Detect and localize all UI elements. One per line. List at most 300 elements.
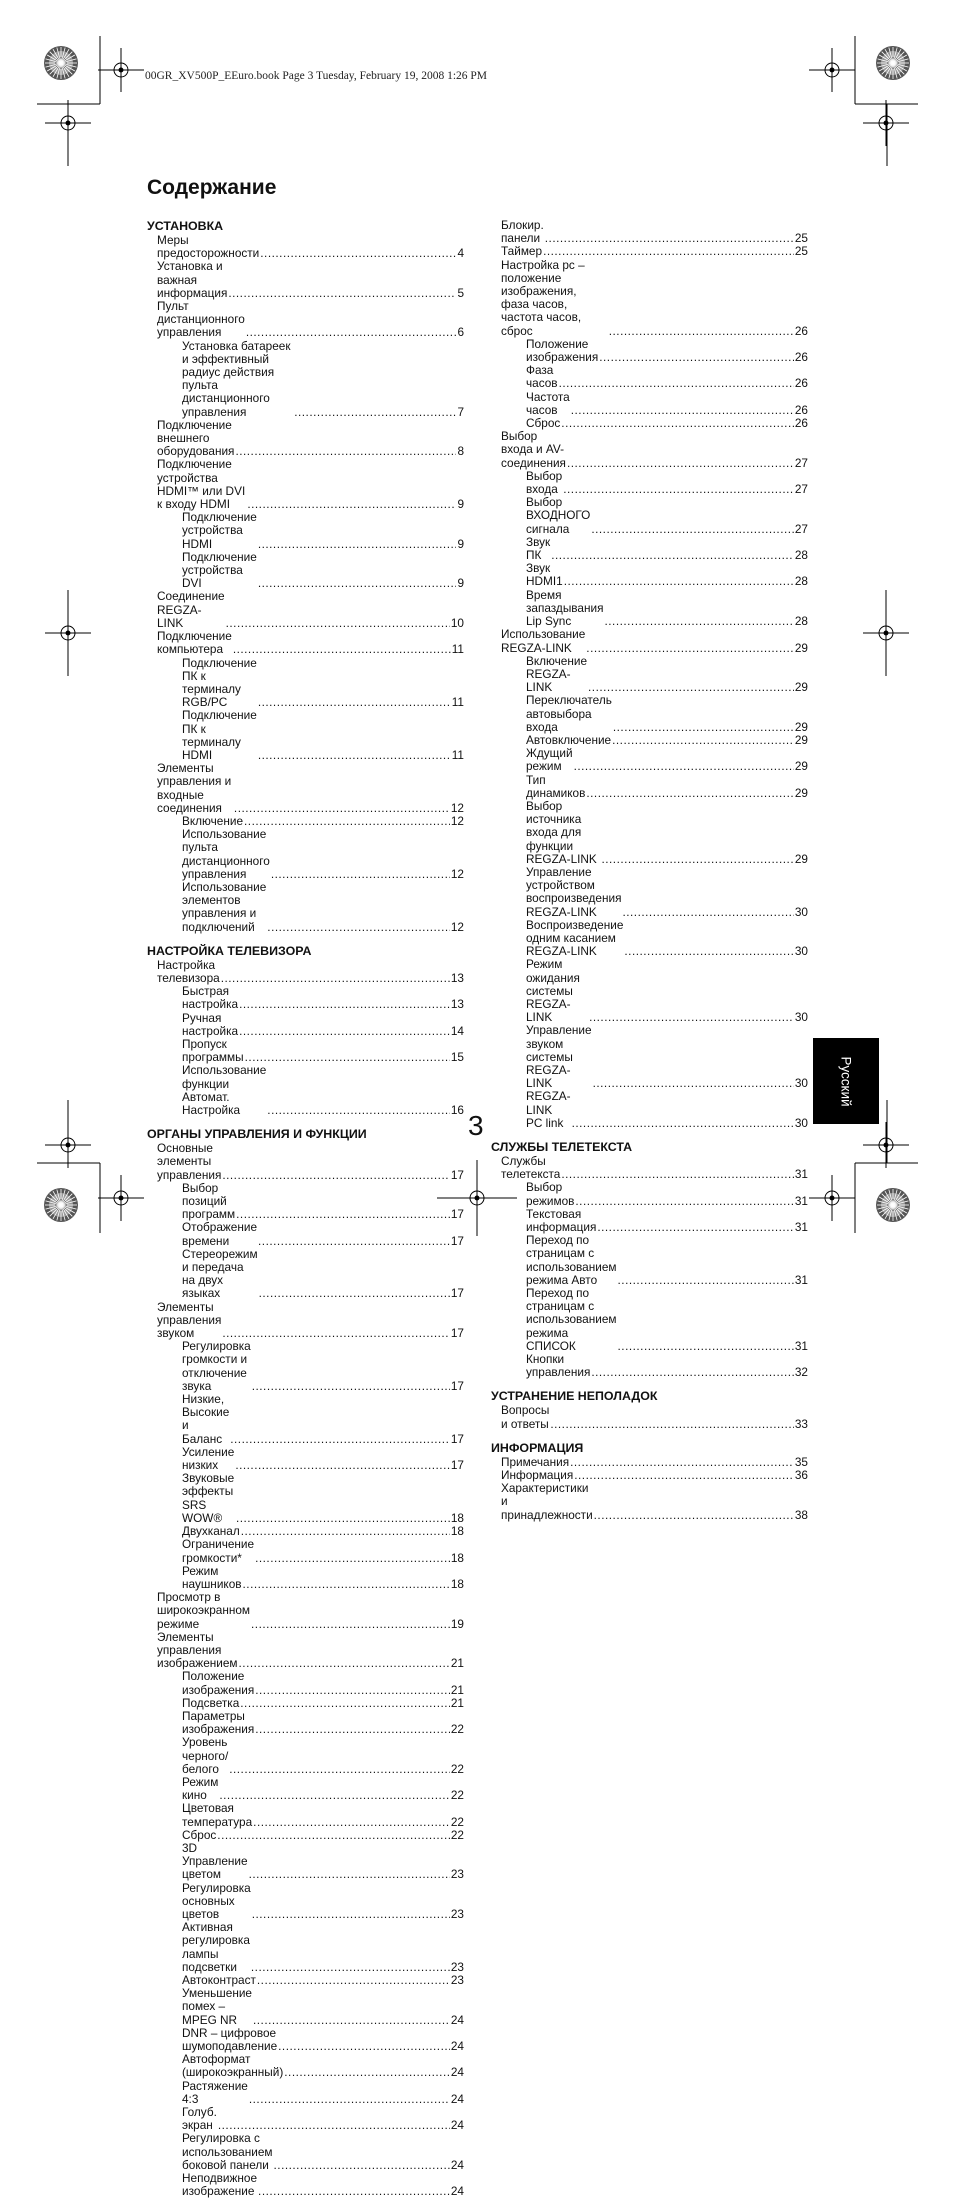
toc-leader-dots bbox=[278, 2040, 450, 2053]
toc-entry bbox=[147, 1393, 464, 1446]
toc-entry-text: Неподвижное изображение bbox=[182, 2171, 258, 2198]
toc-leader-dots bbox=[609, 325, 794, 338]
toc-leader-dots bbox=[574, 760, 794, 773]
toc-entry-text: Положение изображения bbox=[182, 1669, 255, 1697]
toc-entry-text: Примечания bbox=[501, 1454, 570, 1469]
toc-entry-text: Службы телетекста bbox=[501, 1154, 561, 1182]
toc-leader-dots bbox=[233, 643, 451, 656]
toc-leader-dots bbox=[255, 1552, 450, 1565]
toc-entry bbox=[147, 762, 464, 815]
toc-entry-text: Переход по страницам с использованием режима СПИСОК bbox=[526, 1286, 617, 1353]
toc-entry-text: Подключение внешнего оборудования bbox=[157, 417, 235, 459]
toc-entry-text: Пропуск программы bbox=[182, 1036, 244, 1065]
toc-entry bbox=[491, 259, 808, 338]
toc-entry-text: Режим кино bbox=[182, 1774, 219, 1803]
toc-leader-dots bbox=[258, 749, 451, 762]
toc-entry bbox=[147, 1538, 464, 1564]
toc-entry-text: Параметры изображения bbox=[182, 1708, 255, 1737]
toc-entry bbox=[147, 590, 464, 630]
toc-entry-page: 28 bbox=[794, 548, 808, 563]
toc-entry-page: 30 bbox=[794, 1076, 808, 1091]
toc-entry bbox=[491, 958, 808, 1024]
toc-entry-text: Вопросы и ответы bbox=[501, 1403, 550, 1431]
toc-entry-text: Выбор входа bbox=[526, 468, 563, 497]
toc-entry-text: DNR – цифровое шумоподавление bbox=[182, 2025, 278, 2054]
toc-leader-dots bbox=[572, 1117, 794, 1130]
toc-entry-page: 28 bbox=[794, 574, 808, 589]
toc-entry-text: Звуковые эффекты SRS WOW® bbox=[182, 1471, 235, 1525]
toc-entry-page: 19 bbox=[450, 1616, 464, 1631]
toc-entry bbox=[491, 919, 808, 959]
toc-entry bbox=[491, 470, 808, 496]
toc-leader-dots bbox=[559, 377, 794, 390]
toc-entry-text: Подсветка bbox=[182, 1695, 240, 1710]
toc-entry-text: Настройка телевизора bbox=[157, 957, 220, 985]
toc-entry bbox=[147, 1301, 464, 1341]
toc-entry-page: 17 bbox=[450, 1286, 464, 1301]
toc-entry bbox=[491, 496, 808, 536]
toc-entry bbox=[491, 774, 808, 800]
toc-entry bbox=[491, 430, 808, 470]
toc-entry-page: 30 bbox=[794, 944, 808, 959]
toc-entry-text: Подключение устройства HDMI™ или DVI к входу HDMI bbox=[157, 457, 246, 512]
toc-entry bbox=[491, 1155, 808, 1181]
toc-entry bbox=[147, 1974, 464, 1987]
toc-leader-dots bbox=[249, 2093, 450, 2106]
toc-entry bbox=[491, 1482, 808, 1522]
toc-entry bbox=[491, 1469, 808, 1482]
toc-entry bbox=[147, 1472, 464, 1525]
toc-entry-text: Сброс bbox=[526, 416, 561, 431]
toc-entry bbox=[147, 1038, 464, 1064]
toc-leader-dots bbox=[252, 1908, 450, 1921]
toc-entry-page: 31 bbox=[794, 1167, 808, 1182]
toc-entry bbox=[147, 1802, 464, 1828]
toc-entry-page: 18 bbox=[450, 1576, 464, 1591]
toc-section-heading: ИНФОРМАЦИЯ bbox=[491, 1440, 584, 1455]
toc-entry-page: 18 bbox=[450, 1550, 464, 1565]
print-slug: 00GR_XV500P_EEuro.book Page 3 Tuesday, February 19, 2008 1:26 PM bbox=[145, 70, 488, 82]
toc-leader-dots bbox=[612, 734, 794, 747]
toc-entry bbox=[147, 1221, 464, 1247]
toc-entry-page: 11 bbox=[451, 695, 464, 710]
toc-entry bbox=[147, 1142, 464, 1182]
toc-entry-page: 29 bbox=[794, 785, 808, 800]
toc-entry-text: Выбор ВХОДНОГО сигнала bbox=[526, 495, 591, 536]
toc-entry bbox=[147, 2027, 464, 2053]
toc-entry-text: Характеристики и принадлежности bbox=[501, 1481, 593, 1522]
toc-entry-page: 26 bbox=[794, 350, 808, 365]
toc-entry-page: 24 bbox=[450, 2184, 464, 2198]
toc-entry-text: Уровень черного/белого bbox=[182, 1735, 229, 1776]
toc-entry-page: 12 bbox=[450, 919, 464, 934]
toc-entry-page: 22 bbox=[450, 1814, 464, 1829]
toc-leader-dots bbox=[561, 1168, 794, 1181]
toc-entry bbox=[491, 219, 808, 245]
toc-leader-dots bbox=[622, 906, 793, 919]
toc-entry bbox=[491, 866, 808, 919]
toc-entry bbox=[491, 1404, 808, 1430]
toc-leader-dots bbox=[258, 696, 451, 709]
toc-entry-page: 14 bbox=[450, 1023, 464, 1038]
toc-entry bbox=[491, 562, 808, 588]
toc-entry bbox=[147, 1842, 464, 1882]
toc-entry bbox=[147, 709, 464, 762]
toc-entry-page: 10 bbox=[450, 615, 464, 630]
toc-entry-text: Использование элементов управления и подключений bbox=[182, 879, 267, 934]
toc-leader-dots bbox=[239, 1025, 450, 1038]
toc-entry-page: 13 bbox=[450, 970, 464, 985]
toc-entry-page: 27 bbox=[794, 455, 808, 470]
toc-entry bbox=[147, 300, 464, 340]
toc-entry bbox=[147, 1882, 464, 1922]
toc-entry-page: 17 bbox=[450, 1326, 464, 1341]
toc-entry-text: Установка и важная информация bbox=[157, 259, 228, 300]
toc-leader-dots bbox=[551, 549, 794, 562]
toc-entry-text: Режим наушников bbox=[182, 1563, 242, 1591]
toc-entry bbox=[147, 1670, 464, 1696]
toc-leader-dots bbox=[601, 853, 793, 866]
toc-entry-text: Использование пульта дистанционного управления bbox=[182, 827, 270, 881]
toc-leader-dots bbox=[258, 577, 457, 590]
toc-entry bbox=[491, 1024, 808, 1090]
toc-entry-text: Элементы управления звуком bbox=[157, 1299, 222, 1341]
toc-entry-page: 36 bbox=[794, 1468, 808, 1483]
toc-entry-page: 24 bbox=[450, 2039, 464, 2054]
toc-leader-dots bbox=[274, 2159, 450, 2172]
toc-entry-text: Подключение ПК к терминалу RGB/PC bbox=[182, 655, 257, 710]
toc-leader-dots bbox=[252, 1380, 450, 1393]
toc-entry-text: Низкие, Высокие и Баланс bbox=[182, 1392, 230, 1446]
toc-leader-dots bbox=[243, 1578, 450, 1591]
toc-entry-text: Быстрая настройка bbox=[182, 984, 239, 1012]
toc-entry-page: 29 bbox=[794, 851, 808, 866]
toc-entry bbox=[147, 1340, 464, 1393]
toc-leader-dots bbox=[221, 972, 450, 985]
toc-leader-dots bbox=[574, 1469, 794, 1482]
toc-entry-page: 11 bbox=[451, 747, 464, 762]
toc-entry bbox=[147, 1446, 464, 1472]
toc-entry-text: Растяжение 4:3 bbox=[182, 2078, 248, 2106]
toc-leader-dots bbox=[235, 1459, 450, 1472]
toc-entry bbox=[147, 1987, 464, 2027]
toc-entry-text: Элементы управления изображением bbox=[157, 1629, 238, 1671]
toc-entry-text: Уменьшение помех – MPEG NR bbox=[182, 1986, 252, 2027]
language-tab bbox=[813, 1038, 879, 1124]
toc-entry bbox=[147, 340, 464, 419]
toc-entry bbox=[491, 747, 808, 773]
toc-entry-page: 17 bbox=[450, 1233, 464, 1248]
toc-entry-page: 17 bbox=[450, 1431, 464, 1446]
toc-leader-dots bbox=[255, 1684, 450, 1697]
toc-entry-text: Цветовая температура bbox=[182, 1801, 253, 1829]
toc-entry bbox=[147, 2080, 464, 2106]
toc-leader-dots bbox=[228, 287, 456, 300]
toc-entry-text: Включение bbox=[182, 813, 244, 828]
toc-entry-text: Двухканал bbox=[182, 1524, 240, 1539]
toc-entry-page: 23 bbox=[450, 1867, 464, 1882]
toc-entry bbox=[147, 1064, 464, 1117]
toc-leader-dots bbox=[258, 1235, 450, 1248]
toc-leader-dots bbox=[599, 351, 794, 364]
toc-entry-text: Автоформат (широкоэкранный) bbox=[182, 2052, 284, 2080]
toc-entry bbox=[491, 1287, 808, 1353]
toc-entry-text: Просмотр в широкоэкранном режиме bbox=[157, 1590, 251, 1631]
toc-entry-text: Таймер bbox=[501, 244, 543, 259]
toc-leader-dots bbox=[594, 1509, 794, 1522]
toc-entry-text: Текстовая информация bbox=[526, 1206, 597, 1235]
toc-entry-text: Установка батареек и эффективный радиус действия пульта дистанционного управления bbox=[182, 338, 291, 419]
toc-leader-dots bbox=[586, 642, 794, 655]
toc-entry-text: Звук HDMI1 bbox=[526, 561, 563, 589]
toc-entry-text: Сброс bbox=[182, 1827, 217, 1842]
toc-entry bbox=[147, 1921, 464, 1974]
toc-entry-page: 23 bbox=[450, 1973, 464, 1987]
toc-leader-dots bbox=[561, 417, 794, 430]
toc-leader-dots bbox=[589, 1011, 794, 1024]
toc-entry-page: 18 bbox=[450, 1510, 464, 1525]
toc-entry-text: Автоконтраст bbox=[182, 1973, 256, 1987]
toc-leader-dots bbox=[236, 1512, 450, 1525]
toc-entry bbox=[147, 1697, 464, 1710]
toc-entry-page: 9 bbox=[457, 497, 464, 512]
toc-entry bbox=[147, 2172, 464, 2198]
toc-section-heading: УСТРАНЕНИЕ НЕПОЛАДОК bbox=[491, 1389, 658, 1404]
toc-entry bbox=[491, 628, 808, 654]
toc-entry-page: 24 bbox=[450, 2065, 464, 2080]
toc-entry bbox=[147, 1565, 464, 1591]
toc-entry bbox=[491, 338, 808, 364]
toc-entry-page: 31 bbox=[794, 1338, 808, 1353]
toc-entry-page: 22 bbox=[450, 1722, 464, 1737]
toc-entry-page: 8 bbox=[457, 444, 464, 459]
toc-entry-text: Блокир. панели bbox=[501, 218, 544, 246]
toc-entry-text: Голуб. экран bbox=[182, 2105, 217, 2133]
toc-entry-text: Подключение ПК к терминалу HDMI bbox=[182, 708, 257, 762]
toc-entry-page: 35 bbox=[794, 1454, 808, 1469]
toc-entry bbox=[147, 1182, 464, 1222]
toc-leader-dots bbox=[570, 1456, 794, 1469]
toc-leader-dots bbox=[618, 1340, 794, 1353]
toc-leader-dots bbox=[222, 1327, 450, 1340]
toc-entry-page: 28 bbox=[794, 614, 808, 629]
toc-leader-dots bbox=[244, 815, 450, 828]
toc-entry-page: 17 bbox=[450, 1167, 464, 1182]
toc-entry-text: Усиление низких bbox=[182, 1444, 235, 1473]
toc-entry-page: 4 bbox=[457, 246, 464, 261]
toc-leader-dots bbox=[249, 1868, 450, 1881]
toc-leader-dots bbox=[253, 1816, 450, 1829]
toc-section-heading: НАСТРОЙКА ТЕЛЕВИЗОРА bbox=[147, 943, 312, 958]
toc-entry-text: Ждущий режим bbox=[526, 746, 573, 774]
toc-entry-text: Информация bbox=[501, 1468, 574, 1483]
toc-entry bbox=[147, 511, 464, 551]
toc-entry bbox=[147, 1525, 464, 1538]
toc-entry-text: Соединение REGZA-LINK bbox=[157, 589, 225, 630]
toc-leader-dots bbox=[613, 721, 794, 734]
toc-entry bbox=[491, 1090, 808, 1130]
toc-entry-page: 18 bbox=[450, 1524, 464, 1539]
toc-entry-text: Использование REGZA-LINK bbox=[501, 627, 586, 655]
toc-leader-dots bbox=[253, 2014, 450, 2027]
toc-entry-text: REGZA-LINK PC link bbox=[526, 1089, 571, 1130]
toc-entry-page: 26 bbox=[794, 376, 808, 391]
toc-entry bbox=[147, 828, 464, 881]
toc-entry-text: Выбор режимов bbox=[526, 1180, 575, 1208]
toc-entry-page: 13 bbox=[450, 997, 464, 1012]
toc-entry bbox=[491, 536, 808, 562]
toc-entry-page: 29 bbox=[794, 732, 808, 747]
toc-leader-dots bbox=[245, 1051, 450, 1064]
toc-entry-text: Регулировка основных цветов bbox=[182, 1880, 251, 1921]
toc-leader-dots bbox=[267, 921, 450, 934]
toc-entry-page: 15 bbox=[450, 1050, 464, 1065]
toc-leader-dots bbox=[571, 404, 794, 417]
toc-leader-dots bbox=[218, 2119, 450, 2132]
toc-leader-dots bbox=[294, 406, 456, 419]
toc-entry-page: 11 bbox=[451, 642, 464, 657]
toc-entry-text: Время запаздывания Lip Sync bbox=[526, 587, 604, 629]
toc-leader-dots bbox=[624, 945, 793, 958]
toc-entry-page: 21 bbox=[450, 1695, 464, 1710]
toc-entry-text: Положение изображения bbox=[526, 336, 599, 365]
toc-entry bbox=[147, 458, 464, 511]
toc-leader-dots bbox=[234, 802, 450, 815]
toc-entry-text: Ручная настройка bbox=[182, 1010, 239, 1038]
toc-entry-text: Режим ожидания системы REGZA-LINK bbox=[526, 957, 580, 1025]
toc-entry bbox=[147, 1710, 464, 1736]
toc-leader-dots bbox=[230, 1433, 450, 1446]
toc-entry bbox=[147, 881, 464, 934]
toc-entry-text: Подключение устройства DVI bbox=[182, 549, 257, 591]
toc-entry bbox=[147, 1591, 464, 1631]
toc-entry bbox=[491, 364, 808, 390]
toc-entry-page: 31 bbox=[794, 1272, 808, 1287]
toc-entry-page: 27 bbox=[794, 521, 808, 536]
toc-entry-text: Тип динамиков bbox=[526, 772, 586, 800]
toc-leader-dots bbox=[586, 787, 794, 800]
toc-entry-text: Регулировка громкости и отключение звука bbox=[182, 1339, 251, 1393]
toc-leader-dots bbox=[257, 1974, 450, 1987]
toc-entry bbox=[147, 959, 464, 985]
toc-entry bbox=[147, 985, 464, 1011]
toc-entry-page: 21 bbox=[450, 1656, 464, 1671]
toc-entry bbox=[491, 391, 808, 417]
toc-entry-page: 25 bbox=[794, 231, 808, 246]
toc-leader-dots bbox=[618, 1274, 794, 1287]
toc-entry-text: Отображение времени bbox=[182, 1220, 258, 1248]
toc-leader-dots bbox=[591, 523, 794, 536]
toc-leader-dots bbox=[258, 2185, 450, 2198]
toc-entry-text: Выбор входа и AV-соединения bbox=[501, 429, 566, 470]
toc-leader-dots bbox=[604, 615, 793, 628]
toc-leader-dots bbox=[591, 1366, 794, 1379]
toc-entry-text: Регулировка с использованием боковой панели bbox=[182, 2131, 273, 2172]
toc-entry-text: Стереорежим и передача на двух языках bbox=[182, 1246, 258, 1301]
toc-entry-page: 9 bbox=[457, 536, 464, 551]
toc-entry-page: 31 bbox=[794, 1220, 808, 1235]
toc-entry-page: 24 bbox=[450, 2118, 464, 2133]
toc-leader-dots bbox=[241, 1525, 450, 1538]
toc-section-heading: СЛУЖБЫ ТЕЛЕТЕКСТА bbox=[491, 1140, 633, 1155]
toc-entry-page: 16 bbox=[450, 1103, 464, 1117]
toc-entry-text: Выбор источника входа для функции REGZA-LINK bbox=[526, 798, 597, 866]
toc-entry bbox=[491, 1353, 808, 1379]
toc-leader-dots bbox=[217, 1829, 450, 1842]
toc-entry bbox=[491, 1208, 808, 1234]
toc-entry-text: Ограничение громкости* bbox=[182, 1537, 255, 1565]
toc-entry-text: Автовключение bbox=[526, 732, 612, 747]
toc-entry-text: Использование функции Автомат. Настройка bbox=[182, 1063, 267, 1117]
toc-entry-page: 30 bbox=[794, 904, 808, 919]
toc-entry bbox=[147, 1248, 464, 1301]
toc-leader-dots bbox=[239, 998, 450, 1011]
toc-entry-page: 12 bbox=[450, 866, 464, 881]
toc-entry-page: 17 bbox=[450, 1458, 464, 1473]
toc-entry bbox=[147, 1012, 464, 1038]
toc-entry-page: 6 bbox=[457, 325, 464, 340]
toc-entry-page: 5 bbox=[457, 285, 464, 300]
toc-entry-page: 23 bbox=[450, 1906, 464, 1921]
toc-entry-page: 26 bbox=[794, 402, 808, 417]
toc-leader-dots bbox=[545, 232, 794, 245]
toc-entry-page: 33 bbox=[794, 1416, 808, 1431]
toc-leader-dots bbox=[588, 681, 794, 694]
toc-entry-page: 17 bbox=[450, 1378, 464, 1393]
toc-entry bbox=[147, 419, 464, 459]
toc-entry bbox=[147, 657, 464, 710]
toc-entry-page: 22 bbox=[450, 1788, 464, 1803]
toc-entry-page: 22 bbox=[450, 1761, 464, 1776]
toc-entry bbox=[491, 655, 808, 695]
toc-entry bbox=[147, 2106, 464, 2132]
toc-leader-dots bbox=[258, 538, 457, 551]
toc-leader-dots bbox=[563, 483, 794, 496]
toc-leader-dots bbox=[597, 1221, 794, 1234]
toc-leader-dots bbox=[564, 575, 794, 588]
toc-entry bbox=[147, 234, 464, 260]
toc-section-heading: УСТАНОВКА bbox=[147, 219, 224, 233]
toc-entry bbox=[147, 1736, 464, 1776]
toc-leader-dots bbox=[226, 617, 450, 630]
toc-entry-text: Активная регулировка лампы подсветки bbox=[182, 1920, 250, 1974]
toc-leader-dots bbox=[543, 245, 794, 258]
toc-leader-dots bbox=[251, 1618, 450, 1631]
toc-entry-text: Основные элементы управления bbox=[157, 1141, 222, 1182]
toc-leader-dots bbox=[271, 868, 450, 881]
toc-entry-page: 22 bbox=[450, 1827, 464, 1842]
toc-entry-text: Переключатель автовыбора входа bbox=[526, 693, 612, 734]
toc-entry-text: Подключение устройства HDMI bbox=[182, 510, 257, 551]
page-number: 3 bbox=[468, 1110, 484, 1141]
toc-entry bbox=[147, 2132, 464, 2172]
toc-column-left bbox=[147, 219, 464, 2198]
toc-entry-page: 9 bbox=[457, 576, 464, 591]
toc-entry-page: 24 bbox=[450, 2012, 464, 2027]
toc-entry-page: 26 bbox=[794, 416, 808, 431]
toc-entry bbox=[147, 1776, 464, 1802]
toc-entry bbox=[491, 417, 808, 430]
toc-leader-dots bbox=[267, 1104, 450, 1117]
language-tab-label: Русский bbox=[838, 1055, 854, 1107]
toc-leader-dots bbox=[240, 1697, 450, 1710]
toc-leader-dots bbox=[260, 247, 456, 260]
toc-entry-text: Частота часов bbox=[526, 389, 570, 417]
toc-entry-page: 30 bbox=[794, 1010, 808, 1025]
toc-entry-page: 26 bbox=[794, 323, 808, 338]
toc-entry-text: Управление устройством воспроизведения REGZA-LINK bbox=[526, 864, 622, 919]
toc-entry bbox=[147, 260, 464, 300]
